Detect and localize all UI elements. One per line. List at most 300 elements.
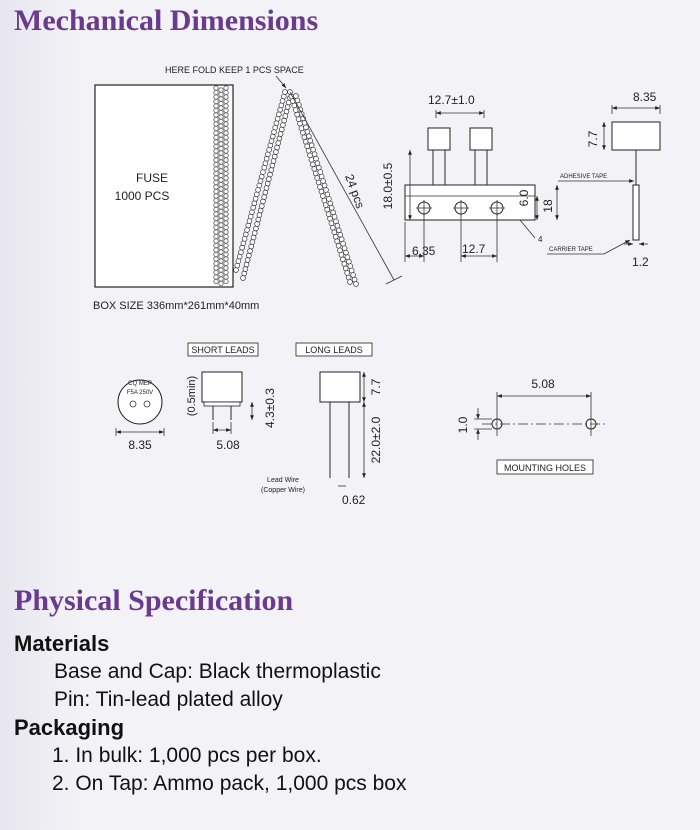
fuse-bead [272, 130, 277, 135]
fuse-bead [241, 241, 246, 246]
fuse-bead [214, 212, 218, 216]
fuse-bead [345, 271, 350, 276]
fuse-bead [298, 121, 303, 126]
long-leads-header: LONG LEADS [305, 345, 363, 355]
fuse-bead [285, 105, 290, 110]
fuse-bead [278, 132, 283, 137]
material-item: Base and Cap: Black thermoplastic [54, 660, 381, 683]
tape-dim-6: 6.0 [517, 189, 531, 207]
fuse-bead [251, 205, 256, 210]
fuse-bead [302, 135, 307, 140]
side-width: 8.35 [633, 90, 657, 104]
short-fuse-base [204, 402, 240, 406]
fuse-bead [314, 156, 319, 161]
fuse-bead [219, 209, 223, 213]
fuse-bead [263, 161, 268, 166]
fuse-bead [214, 153, 218, 157]
fuse-bead [219, 214, 223, 218]
fuse-bead [324, 188, 329, 193]
fuse-bead [258, 208, 263, 213]
fuse-bead [224, 95, 228, 99]
fuse-bead [248, 214, 253, 219]
fuse-bead [275, 116, 280, 121]
fuse-bead [329, 206, 334, 211]
packaging-item: 1. In bulk: 1,000 pcs per box. [52, 744, 322, 767]
fuse-bead [305, 144, 310, 149]
pcs-dimension-tick [386, 276, 402, 284]
fuse-bead [214, 257, 218, 261]
fuse-bead [219, 97, 223, 101]
fuse-bead [234, 268, 239, 273]
fuse-bead [243, 267, 248, 272]
fuse-bead [249, 244, 254, 249]
fuse-bead [219, 124, 223, 128]
fuse-bead [316, 180, 321, 185]
fuse-bead [280, 99, 285, 104]
fuse-bead [219, 182, 223, 186]
fuse-bead [219, 254, 223, 258]
long-fuse-body [320, 372, 360, 402]
fuse-bead [219, 250, 223, 254]
fuse-bead [214, 108, 218, 112]
fuse-bead [257, 183, 262, 188]
fuse-bead [300, 130, 305, 135]
fuse-bead [319, 174, 324, 179]
fuse-bead [224, 275, 228, 279]
fuse-bead [246, 253, 251, 258]
fuse-bead [214, 99, 218, 103]
fuse-bead [219, 119, 223, 123]
fuse-bead [318, 185, 323, 190]
ammo-box-outline [95, 85, 233, 287]
fuse-bead [242, 271, 247, 276]
tape-dim-4: 4 [538, 235, 543, 244]
fuse-bead [219, 245, 223, 249]
fuse-bead [332, 230, 337, 235]
short-lead-length: 4.3±0.3 [263, 388, 277, 428]
fuse-bead [224, 86, 228, 90]
fuse-bead [263, 190, 268, 195]
fuse-bead [253, 196, 258, 201]
fuse-bead [316, 165, 321, 170]
fuse-bead [326, 197, 331, 202]
tape-fuse-body-2 [470, 128, 492, 150]
fuse-bead [224, 194, 228, 198]
fuse-bead [344, 250, 349, 255]
fuse-bead [269, 139, 274, 144]
fold-note: HERE FOLD KEEP 1 PCS SPACE [165, 65, 304, 75]
fuse-bead [306, 148, 311, 153]
fuse-bead [274, 150, 279, 155]
fuse-bead [282, 118, 287, 123]
fuse-bead [354, 282, 359, 287]
fuse-bead [219, 218, 223, 222]
side-fuse-body [612, 122, 660, 150]
fuse-bead [267, 147, 272, 152]
fuse-bead [214, 149, 218, 153]
fuse-bead [255, 222, 260, 227]
fuse-bead [214, 117, 218, 121]
fuse-bead [259, 204, 264, 209]
fuse-bead [265, 181, 270, 186]
short-leads-drawing [116, 343, 277, 452]
fuse-bead [224, 162, 228, 166]
fuse-bead [333, 234, 338, 239]
fuse-bead [219, 277, 223, 281]
box-size-label: BOX SIZE 336mm*261mm*40mm [93, 300, 260, 312]
fuse-bead [340, 257, 345, 262]
fuse-bead [214, 248, 218, 252]
fuse-bead [214, 266, 218, 270]
fuse-bead [214, 230, 218, 234]
fuse-bead [224, 243, 228, 247]
fuse-bead [257, 213, 262, 218]
short-diameter: 8.35 [128, 438, 152, 452]
fuse-bead [276, 141, 281, 146]
fuse-bead [330, 225, 335, 230]
fuse-bead [214, 176, 218, 180]
fuse-bead [315, 161, 320, 166]
holes-dia: 1.0 [456, 416, 470, 434]
fuse-bead [250, 210, 255, 215]
fuse-bead [224, 158, 228, 162]
fuse-bead [214, 275, 218, 279]
fuse-bead [240, 245, 245, 250]
fuse-bead [352, 277, 357, 282]
fuse-bead [224, 149, 228, 153]
fuse-bead [219, 133, 223, 137]
fuse-bead [214, 225, 218, 229]
fuse-bead [224, 221, 228, 225]
fuse-bead [237, 254, 242, 259]
fuse-marking-1: CQ MEP [128, 381, 152, 387]
mechanical-dimensions-title: Mechanical Dimensions [14, 4, 319, 37]
fuse-bead [261, 170, 266, 175]
fuse-bead [224, 239, 228, 243]
fuse-bead [214, 162, 218, 166]
fuse-bead [224, 131, 228, 135]
short-min-gap: (0.5min) [186, 375, 198, 417]
long-leads-drawing [261, 343, 383, 507]
fuse-bead [219, 281, 223, 285]
long-lead-dia: 0.62 [342, 493, 366, 507]
fuse-bead [245, 258, 250, 263]
materials-heading: Materials [14, 631, 110, 656]
fuse-bead [315, 176, 320, 181]
fuse-bead [219, 128, 223, 132]
fuse-bead [219, 160, 223, 164]
fuse-bead [345, 255, 350, 260]
fuse-bead [219, 191, 223, 195]
fuse-bead [214, 135, 218, 139]
fuse-bead [279, 127, 284, 132]
fuse-bead [246, 223, 251, 228]
fuse-bead [219, 92, 223, 96]
pcs-count-label: 24 pcs [342, 172, 368, 211]
fuse-bead [214, 180, 218, 184]
fuse-bead [262, 165, 267, 170]
fuse-bead [219, 169, 223, 173]
fuse-bead [331, 210, 336, 215]
fuse-bead [214, 234, 218, 238]
fuse-bead [309, 157, 314, 162]
fuse-bead [214, 158, 218, 162]
fuse-bead [295, 112, 300, 117]
fuse-bead [322, 198, 327, 203]
fuse-bead [219, 101, 223, 105]
box-fuse-column [214, 86, 228, 286]
fuse-bead [224, 257, 228, 261]
fuse-bead [219, 200, 223, 204]
fuse-bead [219, 137, 223, 141]
fuse-bead [308, 153, 313, 158]
fuse-bead [339, 237, 344, 242]
tape-lead-length: 18.0±0.5 [381, 162, 395, 210]
fuse-bead [244, 262, 249, 267]
fuse-bead [219, 232, 223, 236]
fuse-bead [294, 94, 299, 99]
fuse-bead [224, 185, 228, 189]
fuse-bead [214, 113, 218, 117]
material-item: Pin: Tin-lead plated alloy [54, 688, 283, 711]
fuse-bead [214, 144, 218, 148]
fuse-bead [242, 236, 247, 241]
side-height: 7.7 [586, 130, 600, 148]
fuse-bead [224, 126, 228, 130]
fuse-bead [320, 194, 325, 199]
fuse-bead [214, 122, 218, 126]
fuse-bead [241, 276, 246, 281]
fuse-bead [292, 103, 297, 108]
fuse-bead [224, 279, 228, 283]
fuse-bead [338, 248, 343, 253]
dim-4-leader [520, 220, 535, 238]
short-fuse-body [202, 372, 242, 402]
short-leads-header: SHORT LEADS [191, 345, 255, 355]
fuse-bead [274, 121, 279, 126]
fuse-bead [309, 143, 314, 148]
tape-hole-offset: 6.35 [412, 244, 436, 258]
fuse-bead [336, 228, 341, 233]
fuse-bead [224, 207, 228, 211]
fuse-bead [245, 228, 250, 233]
fuse-bead [224, 113, 228, 117]
fuse-bead [338, 232, 343, 237]
fuse-bead [346, 259, 351, 264]
fuse-bead [214, 239, 218, 243]
fuse-bead [283, 90, 288, 95]
fuse-bead [214, 252, 218, 256]
fuse-bead [306, 134, 311, 139]
fuse-bead [276, 112, 281, 117]
fuse-bead [235, 263, 240, 268]
fuse-bead [214, 203, 218, 207]
fuse-bead [281, 123, 286, 128]
fuse-bead [219, 205, 223, 209]
fuse-bead [299, 126, 304, 131]
fuse-bead [342, 262, 347, 267]
fuse-bead [214, 140, 218, 144]
fuse-bead [224, 180, 228, 184]
fuse-bead [236, 259, 241, 264]
fuse-bead [270, 163, 275, 168]
fuse-bead [224, 167, 228, 171]
fuse-bead [304, 125, 309, 130]
fuse-bead [224, 189, 228, 193]
fuse-bead [346, 275, 351, 280]
fuse-bead [214, 104, 218, 108]
box-label-count: 1000 PCS [114, 189, 170, 203]
fuse-bead [224, 261, 228, 265]
fuse-bead [219, 142, 223, 146]
carrier-tape-label: CARRIER TAPE [549, 247, 593, 253]
fuse-bead [214, 270, 218, 274]
fuse-bead [248, 249, 253, 254]
fuse-bead [293, 108, 298, 113]
fuse-bead [349, 268, 354, 273]
ammo-box-drawing [93, 85, 259, 312]
long-height: 7.7 [369, 378, 383, 396]
fuse-marking-2: F5A 250V [126, 390, 154, 396]
fuse-bead [224, 252, 228, 256]
fuse-bead [339, 252, 344, 257]
fuse-bead [278, 107, 283, 112]
fuse-bead [250, 240, 255, 245]
fuse-bead [269, 168, 274, 173]
fuse-bead [219, 88, 223, 92]
fuse-bead [303, 139, 308, 144]
fuse-bead [224, 230, 228, 234]
folded-fuse-chain [234, 90, 359, 287]
tape-fuse-body-1 [428, 128, 450, 150]
fuse-bead [224, 140, 228, 144]
fuse-bead [214, 279, 218, 283]
fuse-bead [335, 239, 340, 244]
fuse-bead [219, 236, 223, 240]
fuse-bead [214, 216, 218, 220]
fuse-bead [214, 95, 218, 99]
fuse-bead [219, 196, 223, 200]
fuse-bead [214, 243, 218, 247]
fuse-bead [343, 266, 348, 271]
fuse-bead [313, 171, 318, 176]
fuse-bead [224, 266, 228, 270]
fuse-bead [214, 126, 218, 130]
fuse-bead [321, 179, 326, 184]
fuse-bead [219, 110, 223, 114]
fuse-bead [275, 145, 280, 150]
fuse-bead [279, 103, 284, 108]
fuse-bead [214, 198, 218, 202]
fuse-bead [283, 114, 288, 119]
fuse-bead [224, 212, 228, 216]
fuse-bead [322, 183, 327, 188]
carrier-leader-arrow [604, 240, 630, 254]
fuse-bead [341, 241, 346, 246]
fuse-bead [296, 117, 301, 122]
fuse-bead [243, 232, 248, 237]
fuse-bead [214, 167, 218, 171]
fuse-bead [214, 261, 218, 265]
fuse-bead [224, 99, 228, 103]
mechanical-dimensions-figure [0, 55, 700, 525]
fuse-bead [247, 219, 252, 224]
fuse-bead [219, 223, 223, 227]
fuse-bead [224, 234, 228, 238]
tape-view-drawing [381, 93, 634, 262]
fuse-bead [219, 272, 223, 276]
fuse-bead [325, 192, 330, 197]
fuse-bead [224, 203, 228, 207]
fuse-bead [214, 171, 218, 175]
fuse-bead [224, 90, 228, 94]
fuse-bead [265, 152, 270, 157]
fuse-bead [348, 264, 353, 269]
fuse-bead [290, 99, 295, 104]
fuse-bead [312, 167, 317, 172]
fuse-bead [224, 198, 228, 202]
fuse-bead [268, 172, 273, 177]
fuse-bead [329, 221, 334, 226]
fuse-bead [219, 155, 223, 159]
fuse-bead [214, 221, 218, 225]
fuse-bead [271, 159, 276, 164]
fuse-bead [219, 263, 223, 267]
tape-pitch: 12.7 [462, 242, 486, 256]
fuse-bead [254, 226, 259, 231]
fuse-bead [219, 106, 223, 110]
fuse-bead [224, 122, 228, 126]
fuse-bead [332, 214, 337, 219]
fuse-bead [262, 195, 267, 200]
fuse-bead [252, 231, 257, 236]
fuse-bead [325, 207, 330, 212]
fuse-bead [342, 246, 347, 251]
fuse-bead [219, 115, 223, 119]
fuse-bead [272, 154, 277, 159]
fuse-bead [224, 248, 228, 252]
fuse-bead [224, 104, 228, 108]
fuse-bead [311, 147, 316, 152]
fuse-bead [256, 188, 261, 193]
fuse-bead [336, 243, 341, 248]
long-lead-length: 22.0±2.0 [369, 416, 383, 464]
fuse-bead [326, 212, 331, 217]
fuse-bead [214, 207, 218, 211]
fuse-bead [224, 225, 228, 229]
fuse-bead [219, 151, 223, 155]
fuse-bead [312, 152, 317, 157]
fuse-bead [254, 192, 259, 197]
fuse-bead [224, 108, 228, 112]
holes-spacing: 5.08 [531, 377, 555, 391]
fuse-bead [224, 216, 228, 220]
fuse-bead [264, 156, 269, 161]
fuse-bead [270, 134, 275, 139]
fuse-bead [224, 270, 228, 274]
fuse-bead [219, 227, 223, 231]
fuse-bead [214, 90, 218, 94]
fuse-bead [219, 146, 223, 150]
fuse-bead [258, 179, 263, 184]
fuse-bead [277, 136, 282, 141]
fuse-bead [219, 173, 223, 177]
fuse-bead [328, 201, 333, 206]
physical-spec-section [14, 630, 674, 798]
fuse-bead [328, 216, 333, 221]
box-label-fuse: FUSE [135, 171, 169, 185]
fuse-bead [224, 144, 228, 148]
